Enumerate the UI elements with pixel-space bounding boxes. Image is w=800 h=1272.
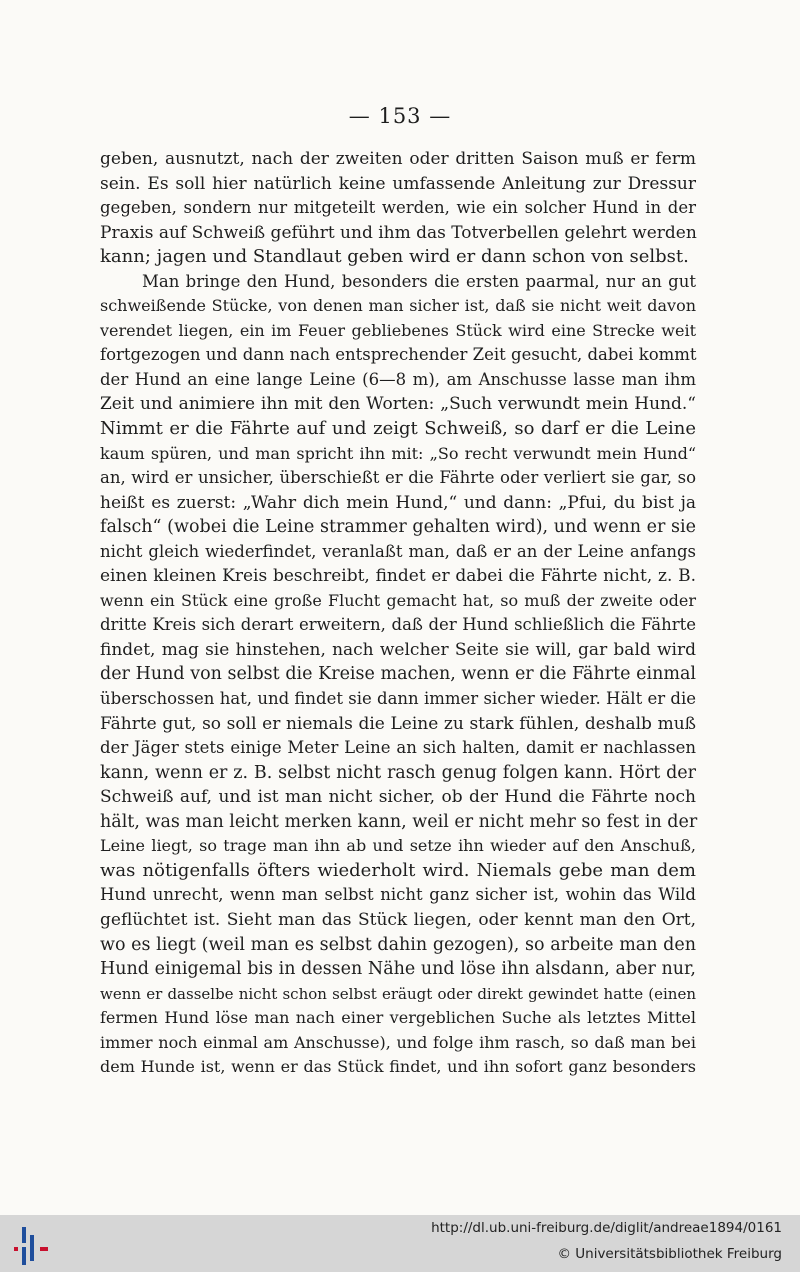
text-line: was nötigenfalls öfters wiederholt wird. Niemals gebe man dem [100, 859, 696, 881]
text-line: wenn ein Stück eine große Flucht gemacht hat, so muß der zweite oder [100, 590, 696, 610]
logo-bar-left [14, 1247, 18, 1251]
text-line: einen kleinen Kreis beschreibt, findet er dabei die Fährte nicht, z. B. [100, 566, 696, 587]
text-line: dritte Kreis sich derart erweitern, daß der Hund schließlich die Fährte [100, 615, 696, 635]
page-number: — 153 — [348, 104, 452, 128]
text-line: der Jäger stets einige Meter Leine an sich halten, damit er nachlassen [100, 738, 696, 758]
text-line: Praxis auf Schweiß geführt und ihm das Totverbellen gelehrt werden [100, 222, 697, 243]
text-line: findet, mag sie hinstehen, nach welcher Seite sie will, gar bald wird [100, 639, 696, 660]
text-line: wenn er dasselbe nicht schon selbst eräugt oder direkt gewindet hatte (einen [100, 984, 696, 1003]
text-line: sein. Es soll hier natürlich keine umfassende Anleitung zur Dressur [100, 173, 696, 194]
text-line: Zeit und animiere ihn mit den Worten: „Such verwundt mein Hund.“ [100, 394, 696, 415]
logo-bar-center-bottom [22, 1247, 26, 1265]
text-line: kann; jagen und Standlaut geben wird er dann schon von selbst. [100, 246, 689, 268]
footer-url[interactable]: http://dl.ub.uni-freiburg.de/diglit/andreae1894/0161 [431, 1220, 782, 1236]
text-line: falsch“ (wobei die Leine strammer gehalten wird), und wenn er sie [100, 517, 696, 538]
logo-bar-dot [40, 1247, 48, 1251]
text-line: an, wird er unsicher, überschießt er die Fährte oder verliert sie gar, so [100, 468, 696, 488]
text-line: schweißende Stücke, von denen man sicher ist, daß sie nicht weit davon [100, 296, 696, 316]
logo-bar-center-top [22, 1227, 26, 1243]
text-line: kann, wenn er z. B. selbst nicht rasch genug folgen kann. Hört der [100, 762, 696, 783]
text-line: Schweiß auf, und ist man nicht sicher, ob der Hund die Fährte noch [100, 787, 696, 808]
text-line: kaum spüren, und man spricht ihn mit: „So recht verwundt mein Hund“ [100, 443, 696, 463]
text-line: Nimmt er die Fährte auf und zeigt Schweiß, so darf er die Leine [100, 418, 696, 440]
text-line: Man bringe den Hund, besonders die ersten paarmal, nur an gut [142, 271, 696, 291]
logo-bar-right [30, 1235, 34, 1261]
text-line: der Hund von selbst die Kreise machen, wenn er die Fährte einmal [100, 664, 696, 685]
text-line: überschossen hat, und findet sie dann immer sicher wieder. Hält er die [100, 689, 696, 709]
text-line: wo es liegt (weil man es selbst dahin gezogen), so arbeite man den [100, 934, 696, 955]
body-text [100, 147, 696, 1080]
footer-copyright: © Universitätsbibliothek Freiburg [557, 1246, 782, 1262]
text-line: fermen Hund löse man nach einer vergeblichen Suche als letztes Mittel [100, 1008, 696, 1028]
text-line: immer noch einmal am Anschusse), und folge ihm rasch, so daß man bei [100, 1032, 696, 1052]
text-line: Hund unrecht, wenn man selbst nicht ganz sicher ist, wohin das Wild [100, 885, 696, 905]
text-line: der Hund an eine lange Leine (6—8 m), am Anschusse lasse man ihm [100, 369, 696, 389]
text-line: Fährte gut, so soll er niemals die Leine zu stark fühlen, deshalb muß [100, 713, 696, 734]
ub-freiburg-logo-icon[interactable] [10, 1223, 54, 1267]
text-line: gegeben, sondern nur mitgeteilt werden, wie ein solcher Hund in der [100, 198, 696, 218]
text-line: heißt es zuerst: „Wahr dich mein Hund,“ und dann: „Pfui, du bist ja [100, 492, 696, 513]
text-line: Leine liegt, so trage man ihn ab und setze ihn wieder auf den Anschuß, [100, 836, 696, 856]
text-line: dem Hunde ist, wenn er das Stück findet, und ihn sofort ganz besonders [100, 1057, 696, 1077]
text-line: hält, was man leicht merken kann, weil er nicht mehr so fest in der [100, 811, 698, 832]
text-line: fortgezogen und dann nach entsprechender Zeit gesucht, dabei kommt [100, 345, 697, 365]
footer-bar [0, 1215, 800, 1272]
text-line: verendet liegen, ein im Feuer gebliebenes Stück wird eine Strecke weit [100, 320, 696, 340]
text-line: geben, ausnutzt, nach der zweiten oder dritten Saison muß er ferm [100, 149, 696, 169]
text-line: geflüchtet ist. Sieht man das Stück liegen, oder kennt man den Ort, [100, 909, 696, 930]
text-line: nicht gleich wiederfindet, veranlaßt man, daß er an der Leine anfangs [100, 541, 696, 561]
text-line: Hund einigemal bis in dessen Nähe und löse ihn alsdann, aber nur, [100, 959, 696, 980]
